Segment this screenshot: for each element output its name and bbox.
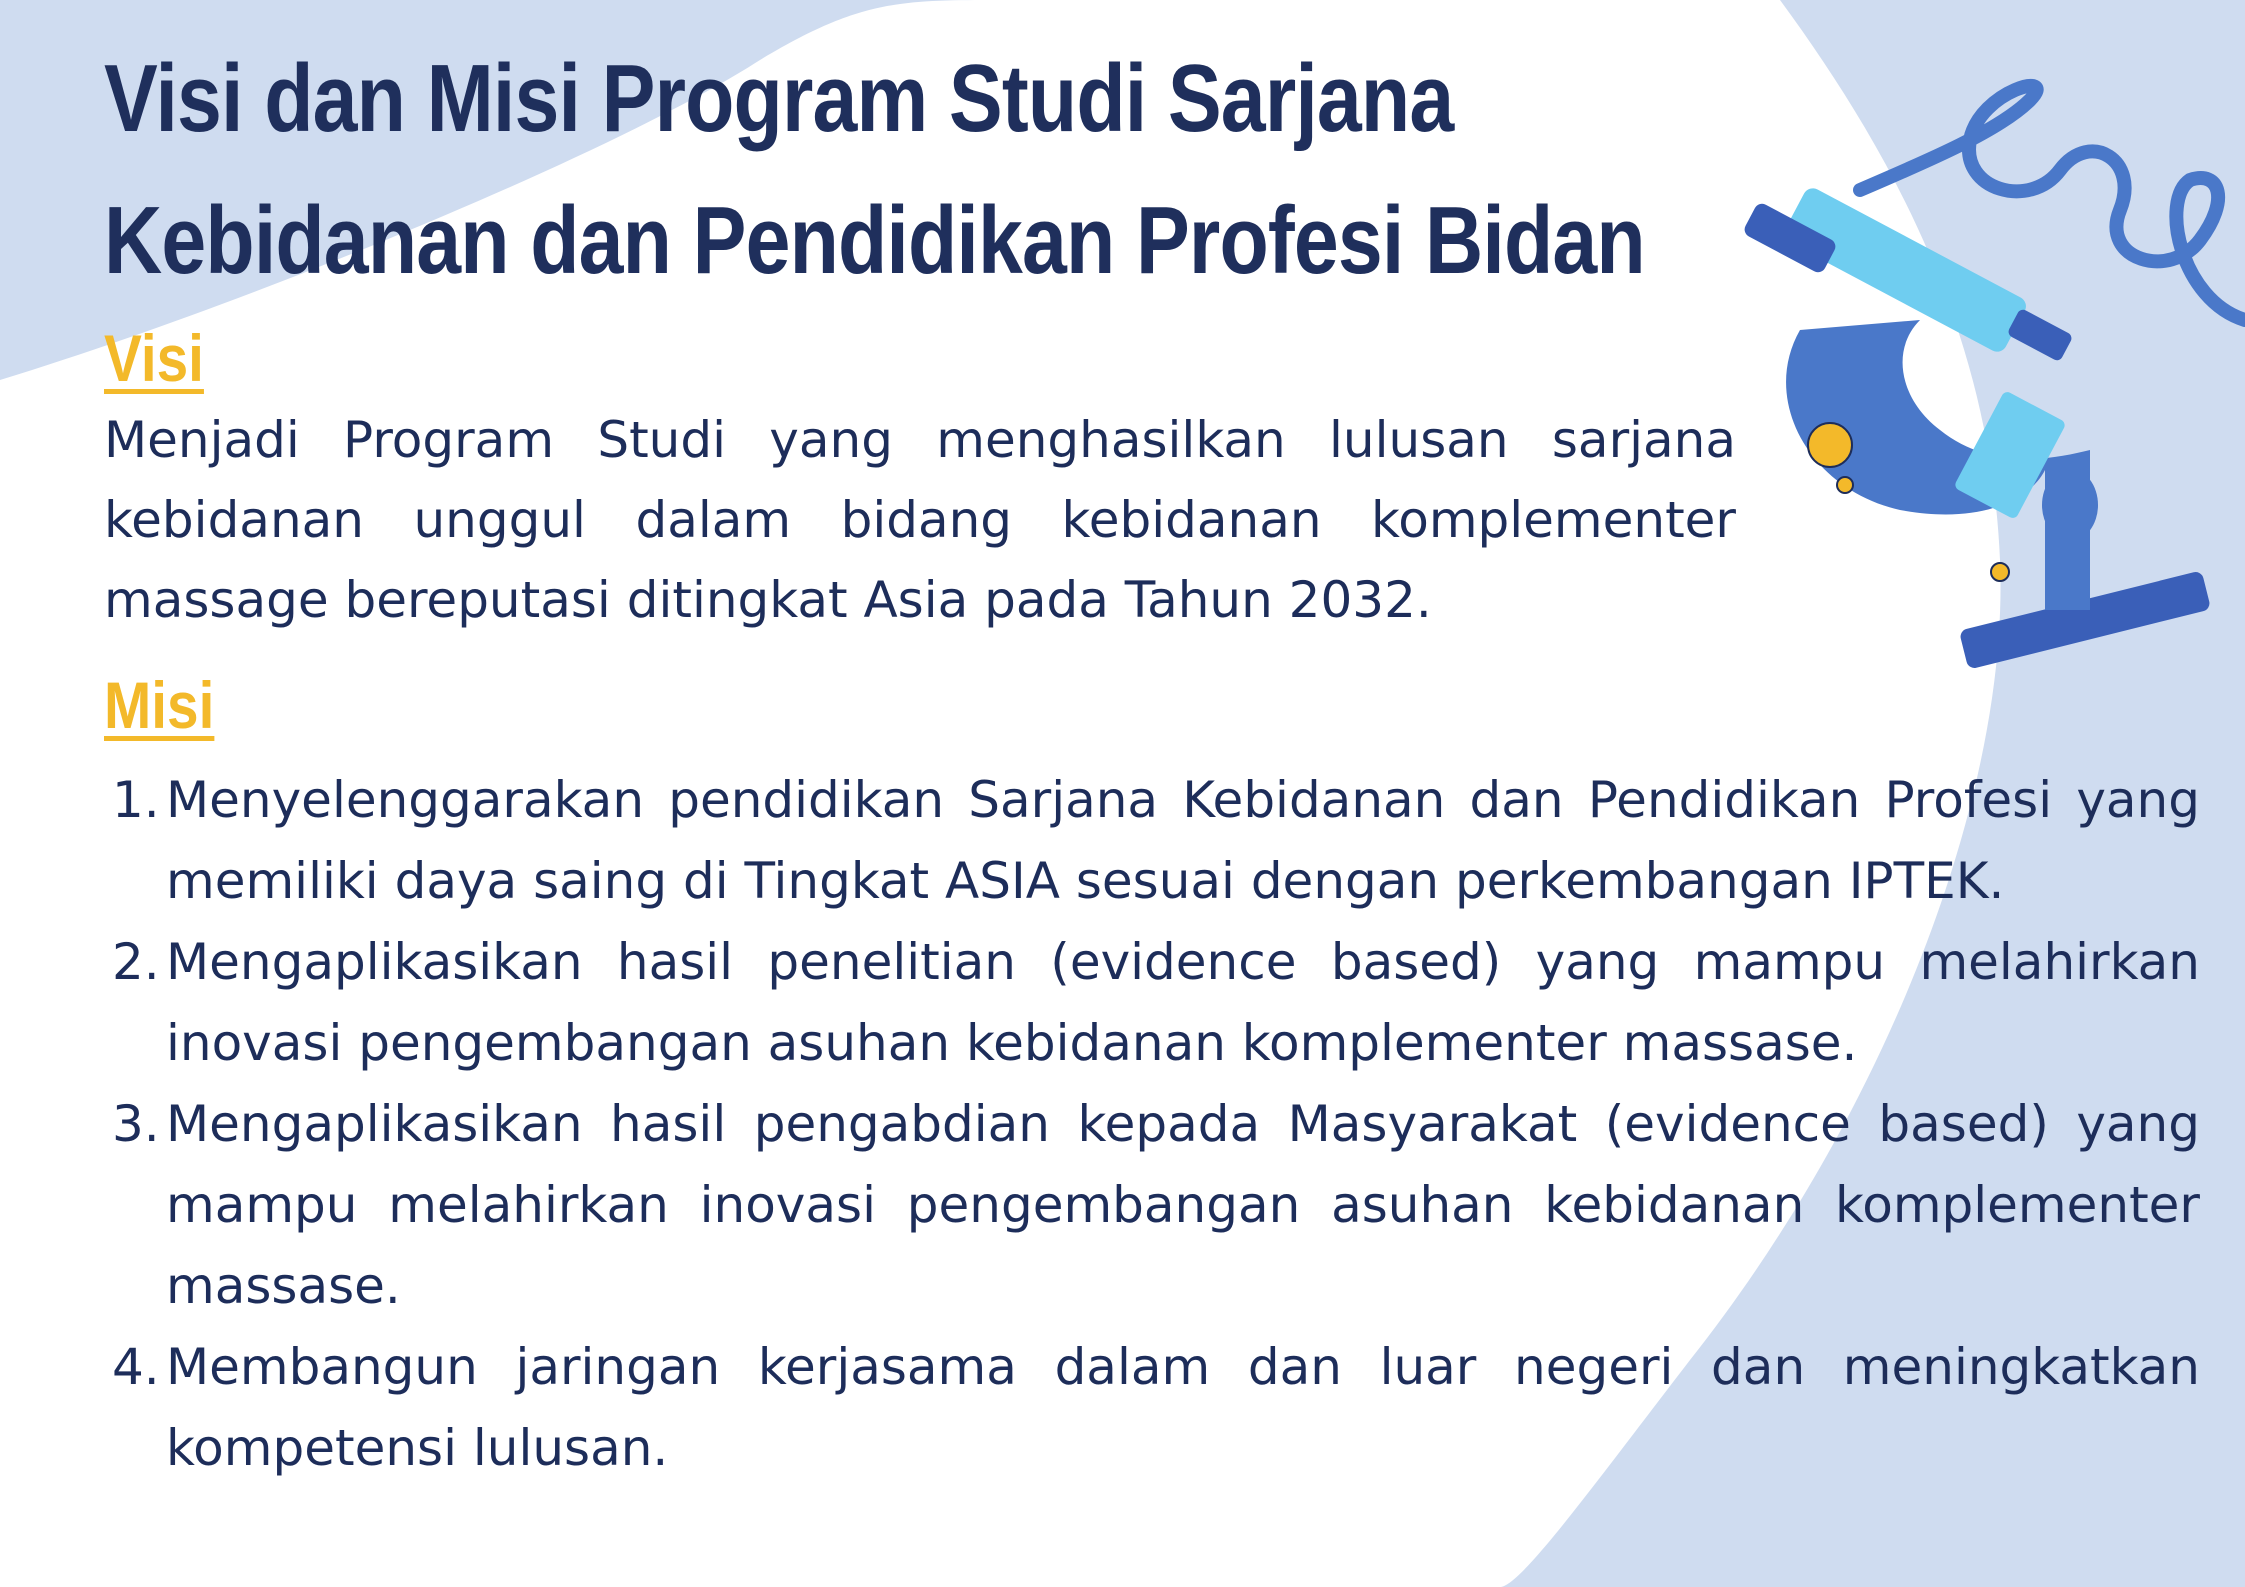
misi-item-number: 1. bbox=[112, 771, 160, 829]
misi-item bbox=[104, 1327, 2200, 1489]
misi-item-text: Mengaplikasikan hasil penelitian (evidence based) yang mampu melahirkan inovasi pengembangan asuhan kebidanan komplementer massase. bbox=[166, 933, 2200, 1072]
misi-item-number: 3. bbox=[112, 1095, 160, 1153]
misi-item bbox=[104, 922, 2200, 1084]
misi-item-text: Mengaplikasikan hasil pengabdian kepada Masyarakat (evidence based) yang mampu melahirkan inovasi pengembangan asuhan kebidanan komplementer massase. bbox=[166, 1095, 2200, 1315]
page-title: Visi dan Misi Program Studi Sarjana Kebidanan dan Pendidikan Profesi Bidan bbox=[104, 45, 1645, 294]
misi-list bbox=[104, 760, 2200, 1489]
misi-heading: Misi bbox=[104, 668, 215, 742]
misi-item-text: Menyelenggarakan pendidikan Sarjana Kebidanan dan Pendidikan Profesi yang memiliki daya saing di Tingkat ASIA sesuai dengan perkembangan IPTEK. bbox=[166, 771, 2200, 910]
misi-item-number: 4. bbox=[112, 1338, 160, 1396]
misi-item bbox=[104, 760, 2200, 922]
visi-heading: Visi bbox=[104, 321, 204, 395]
misi-item bbox=[104, 1084, 2200, 1327]
misi-item-text: Membangun jaringan kerjasama dalam dan luar negeri dan meningkatkan kompetensi lulusan. bbox=[166, 1338, 2200, 1477]
visi-text: Menjadi Program Studi yang menghasilkan lulusan sarjana kebidanan unggul dalam bidang kebidanan komplementer massage bereputasi ditingkat Asia pada Tahun 2032. bbox=[104, 411, 1736, 629]
misi-item-number: 2. bbox=[112, 933, 160, 991]
